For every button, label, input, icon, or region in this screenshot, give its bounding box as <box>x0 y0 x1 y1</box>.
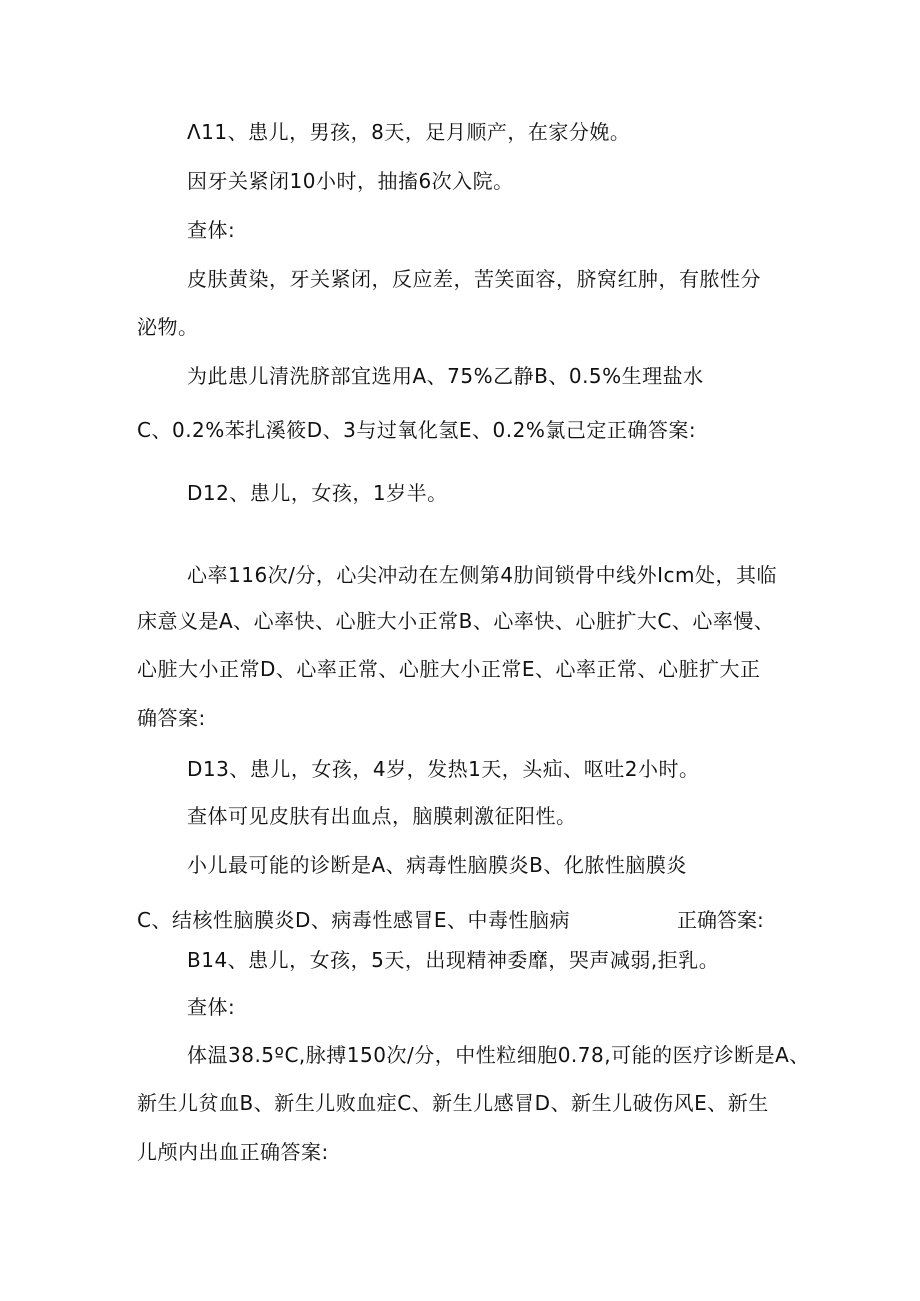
question-11-options-1: 为此患儿清洗脐部宜选用A、75%乙静B、0.5%生理盐水 <box>187 364 704 388</box>
question-11-exam-findings: 皮肤黄染，牙关紧闭，反应差，苦笑面容，脐窝红肿，有脓性分 <box>187 267 761 291</box>
question-13-exam: 查体可见皮肤有出血点，脑膜刺激征阳性。 <box>187 804 577 828</box>
question-13-options-2: C、结核性脑膜炎D、病毒性感冒E、中毒性脑病 <box>137 908 571 932</box>
question-13-stem: D13、患儿，女孩，4岁，发热1天，头疝、呕吐2小时。 <box>187 757 700 781</box>
question-13-options-1: 小儿最可能的诊断是A、病毒性脑膜炎B、化脓性脑膜炎 <box>187 853 687 877</box>
question-12-body-3: 心脏大小正常D、心率正常、心脏大小正常E、心率正常、心脏扩大正 <box>137 657 761 681</box>
question-11-exam-findings-cont: 泌物。 <box>137 315 199 339</box>
question-12-body-4: 确答案: <box>137 706 206 730</box>
question-14-exam-label: 查体: <box>187 995 236 1019</box>
question-12-body-2: 床意义是A、心率快、心脏大小正常B、心率快、心脏扩大C、心率慢、 <box>137 609 775 633</box>
question-12-stem: D12、患儿，女孩，1岁半。 <box>187 481 448 505</box>
question-13-answer-label: 正确答案: <box>677 908 764 932</box>
question-11-history: 因牙关紧闭10小时，抽搐6次入院。 <box>187 169 514 193</box>
question-11-options-2: C、0.2%苯扎溪筱D、3与过氧化氢E、0.2%氯己定正确答案: <box>137 418 697 442</box>
question-14-body-3: 儿颅内出血正确答案: <box>137 1140 329 1164</box>
question-11-exam-label: 查体: <box>187 218 236 242</box>
question-14-stem: B14、患儿，女孩，5天，出现精神委靡，哭声减弱,拒乳。 <box>187 948 720 972</box>
question-14-body-2: 新生儿贫血B、新生儿败血症C、新生儿感冒D、新生儿破伤风E、新生 <box>137 1091 769 1115</box>
question-11-stem: Λ11、患儿，男孩，8天，足月顺产，在家分娩。 <box>187 120 631 144</box>
question-14-body-1: 体温38.5ºC,脉搏150次/分，中性粒细胞0.78,可能的医疗诊断是A、 <box>187 1043 810 1067</box>
question-12-body-1: 心率116次/分，心尖冲动在左侧第4肋间锁骨中线外Icm处，其临 <box>187 563 778 587</box>
